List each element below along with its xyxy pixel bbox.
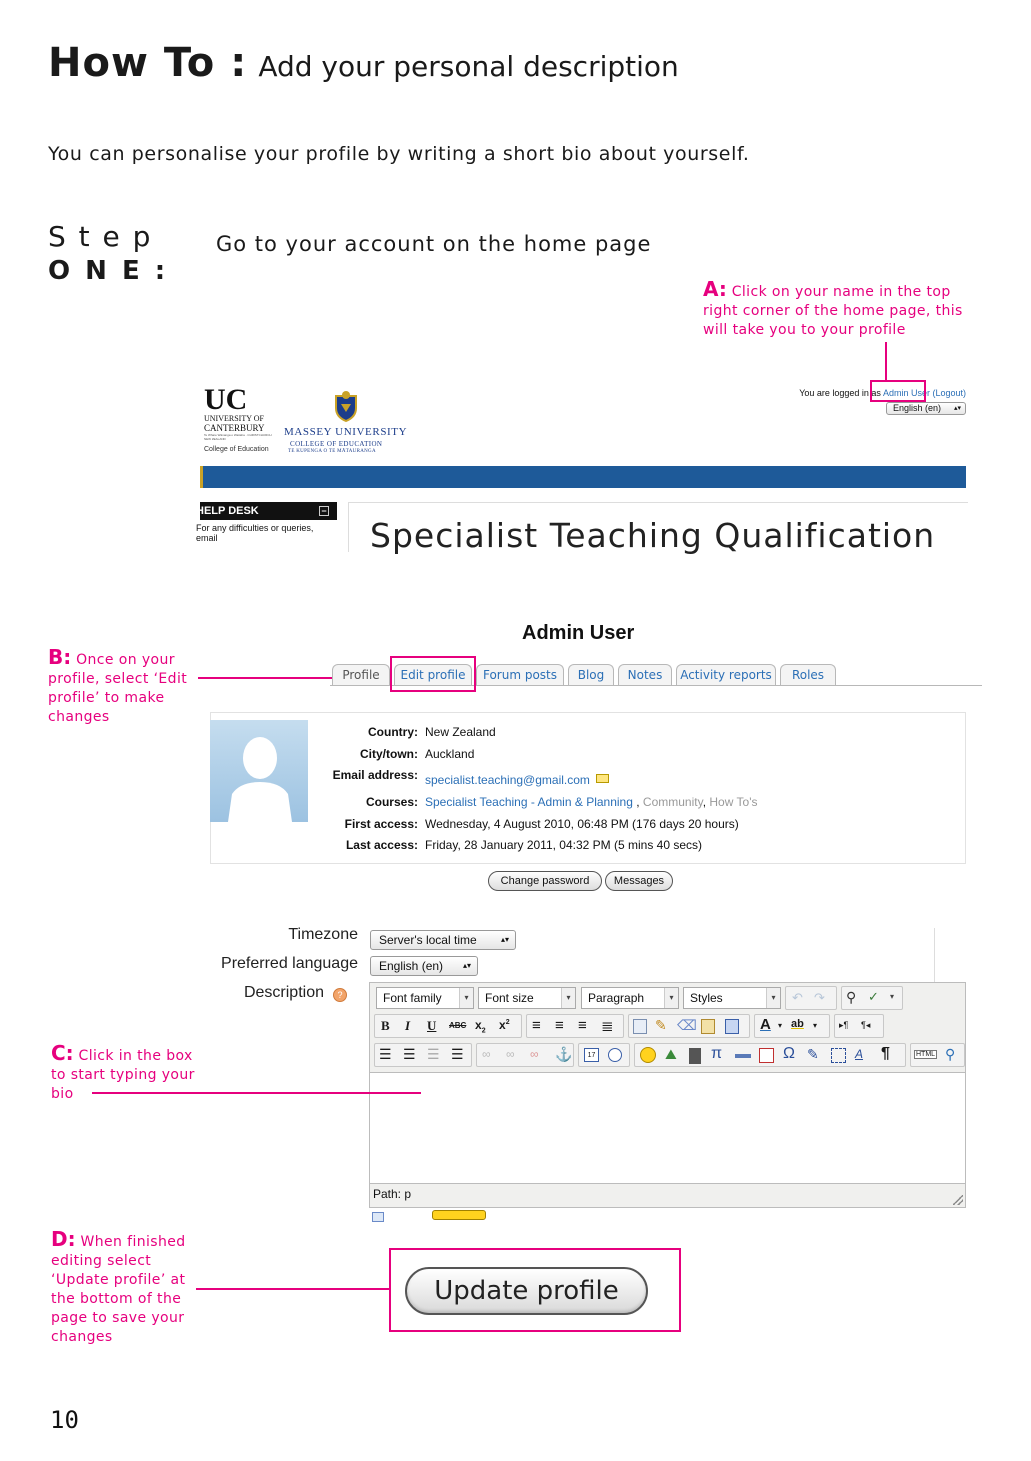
step-label-top: S t e p: [48, 220, 153, 253]
tab-notes[interactable]: Notes: [618, 664, 672, 686]
strikethrough-icon[interactable]: ABC: [449, 1021, 467, 1030]
bold-icon[interactable]: B: [381, 1018, 390, 1033]
tab-forum-posts[interactable]: Forum posts: [476, 664, 564, 686]
city-label: City/town:: [360, 747, 418, 761]
list-group: [374, 1043, 472, 1067]
tab-activity-reports[interactable]: Activity reports: [676, 664, 776, 686]
massey-college: COLLEGE OF EDUCATION: [290, 440, 383, 448]
styles-value: Styles: [690, 991, 723, 1005]
first-access-label: First access:: [344, 817, 418, 831]
direction-group: [834, 1014, 884, 1038]
course-link-how-tos[interactable]: How To's: [709, 795, 758, 809]
html-source-icon[interactable]: HTML: [916, 1051, 936, 1058]
resize-handle-icon[interactable]: [953, 1195, 963, 1205]
dropdown-arrow-icon[interactable]: ▾: [778, 1021, 783, 1030]
cut-off-button[interactable]: [432, 1210, 486, 1220]
logout-link[interactable]: (Logout): [932, 388, 966, 398]
anchor-icon[interactable]: ⚓: [555, 1046, 573, 1062]
preferred-language-select[interactable]: [370, 956, 478, 976]
uc-name-line1: UNIVERSITY OF: [204, 414, 264, 423]
site-title-clip: [370, 516, 970, 555]
preview-icon[interactable]: ⚲: [945, 1046, 956, 1062]
cut-off-controls: [372, 1210, 488, 1220]
timezone-select[interactable]: [370, 930, 516, 950]
horizontal-rule-icon[interactable]: [735, 1054, 751, 1058]
note-a-text: Click on your name in the top right corner of the home page, this will take you to your profile: [703, 284, 963, 338]
first-access-value: Wednesday, 4 August 2010, 06:48 PM (176 days 20 hours): [425, 817, 739, 831]
editor-path: Path: p: [373, 1187, 412, 1201]
note-b: [48, 645, 198, 727]
select-arrows-icon: ▴▾: [462, 961, 471, 970]
country-value: New Zealand: [425, 725, 496, 739]
page-number: 10: [50, 1406, 79, 1434]
email-address-link[interactable]: specialist.teaching@gmail.com: [425, 773, 590, 787]
align-center-icon[interactable]: ≡: [555, 1017, 564, 1034]
html-group: [910, 1043, 965, 1067]
envelope-icon[interactable]: [596, 774, 609, 783]
omega-icon[interactable]: Ω: [783, 1045, 795, 1062]
nonbreaking-icon[interactable]: [759, 1048, 774, 1063]
text-color-icon[interactable]: A: [760, 1016, 771, 1033]
timezone-select-value: Server's local time: [379, 933, 477, 947]
highlight-color-icon[interactable]: ab: [791, 1018, 804, 1030]
dropdown-arrow-icon[interactable]: ▾: [813, 1021, 818, 1030]
underline-icon[interactable]: U: [427, 1018, 437, 1033]
insert-date-icon[interactable]: 17: [584, 1048, 599, 1062]
city-value: Auckland: [425, 747, 475, 761]
helpdesk-text-1: For any difficulties or queries,: [196, 523, 314, 533]
tab-edit-profile[interactable]: Edit profile: [394, 664, 472, 686]
site-title: Specialist Teaching Qualification: [370, 516, 936, 555]
step-label-bottom: O N E :: [48, 256, 169, 286]
uc-logo: [204, 383, 274, 453]
note-c-connector: [92, 1092, 421, 1094]
preferred-language-label: Preferred language: [221, 955, 358, 972]
note-b-letter: B:: [48, 645, 72, 669]
navigation-bar: [200, 466, 966, 488]
insert-group: [634, 1043, 906, 1067]
insert-date-group: [578, 1043, 630, 1067]
dropdown-arrow-icon: ▾: [561, 988, 575, 1008]
massey-name: MASSEY UNIVERSITY: [284, 426, 408, 438]
undo-icon[interactable]: ↶: [792, 990, 803, 1005]
nolink-icon[interactable]: ∞: [530, 1047, 539, 1061]
description-textarea[interactable]: [370, 1072, 965, 1184]
intro-text: You can personalise your profile by writing a short bio about yourself.: [48, 143, 750, 165]
eraser-icon[interactable]: ⌫: [677, 1017, 697, 1033]
pi-icon[interactable]: π: [711, 1045, 723, 1062]
note-a: [703, 277, 983, 340]
numbered-list-icon[interactable]: ☰: [403, 1046, 416, 1062]
edit-icon[interactable]: ✎: [807, 1046, 819, 1062]
font-family-dropdown[interactable]: [376, 987, 474, 1009]
ltr-icon[interactable]: ▸¶: [839, 1020, 849, 1030]
last-access-value: Friday, 28 January 2011, 04:32 PM (5 mins 40 secs): [425, 838, 703, 852]
align-left-icon[interactable]: ≡: [532, 1017, 541, 1034]
note-c-text: Click in the box to start typing your bio: [51, 1048, 195, 1102]
helpdesk-header: [196, 502, 337, 520]
paste-text-icon[interactable]: [633, 1019, 647, 1034]
note-a-connector: [885, 342, 887, 380]
note-d-connector: [196, 1288, 390, 1290]
undo-redo-group: [785, 986, 837, 1010]
styles-dropdown[interactable]: [683, 987, 781, 1009]
align-group: [526, 1014, 624, 1038]
helpdesk-text-2: email: [196, 533, 218, 543]
timezone-label: Timezone: [288, 926, 358, 943]
paragraph-value: Paragraph: [588, 991, 645, 1005]
language-select-value: English (en): [893, 403, 942, 413]
pilcrow-icon[interactable]: ¶: [881, 1045, 890, 1062]
redo-icon[interactable]: ↷: [814, 990, 825, 1005]
indent-icon[interactable]: ☰: [451, 1046, 464, 1062]
uc-college: College of Education: [204, 446, 269, 453]
homepage-screenshot: [196, 380, 970, 555]
content-divider: [348, 502, 349, 552]
color-group: [754, 1014, 830, 1038]
massey-crest-icon: [331, 390, 361, 422]
country-label: Country:: [368, 725, 418, 739]
page-title: Add your personal description: [258, 50, 679, 83]
note-c-letter: C:: [51, 1041, 74, 1065]
superscript-icon[interactable]: $x^2$: [499, 1018, 510, 1032]
spellcheck-icon[interactable]: ✓: [868, 989, 879, 1004]
profile-name: Admin User: [522, 622, 635, 644]
select-arrows-icon: ▴▾: [500, 935, 509, 944]
language-select[interactable]: [886, 402, 966, 415]
course-link-admin-planning[interactable]: Specialist Teaching - Admin & Planning: [425, 795, 633, 809]
insert-time-icon[interactable]: [608, 1048, 622, 1062]
note-d-letter: D:: [51, 1227, 76, 1251]
highlight-admin-user: [870, 380, 926, 402]
bullet-list-icon[interactable]: ☰: [379, 1046, 392, 1062]
checkbox[interactable]: [372, 1212, 384, 1222]
subscript-icon[interactable]: $x_2$: [475, 1018, 486, 1035]
font-size-value: Font size: [485, 991, 534, 1005]
admin-user-link[interactable]: Admin User: [882, 388, 930, 398]
last-access-label: Last access:: [345, 838, 418, 852]
paintbrush-icon[interactable]: ✎: [655, 1017, 667, 1033]
unlink-icon[interactable]: ∞: [506, 1047, 515, 1061]
outdent-icon[interactable]: ☰: [427, 1046, 440, 1062]
font-size-dropdown[interactable]: [478, 987, 576, 1009]
uc-name-line2: CANTERBURY: [204, 423, 265, 433]
change-password-button[interactable]: Change password: [488, 871, 602, 891]
image-icon[interactable]: ⛰: [665, 1046, 677, 1062]
update-profile-button[interactable]: Update profile: [405, 1267, 648, 1315]
course-link-community[interactable]: Community: [642, 795, 703, 809]
helpdesk-title: HELP DESK: [196, 505, 259, 517]
search-replace-icon[interactable]: A: [855, 1047, 864, 1061]
editor-screenshot-clip: [200, 928, 970, 1218]
search-spell-group: [841, 986, 903, 1010]
paste-word-icon[interactable]: [725, 1019, 739, 1034]
note-b-text: Once on your profile, select ‘Edit profile’ to make changes: [48, 652, 188, 725]
align-right-icon[interactable]: ≡: [578, 1017, 587, 1034]
courses-label: Courses:: [365, 795, 418, 809]
vertical-rule: [934, 928, 935, 982]
helpdesk-block: [196, 502, 337, 552]
rich-text-editor: [369, 982, 966, 1208]
italic-icon[interactable]: I: [405, 1018, 411, 1033]
clipboard-group: [628, 1014, 750, 1038]
content-top-border: [348, 502, 968, 503]
uc-logo-mark: UC: [204, 383, 248, 416]
note-d: [51, 1227, 201, 1347]
dropdown-arrow-icon: ▾: [766, 988, 780, 1008]
paste-icon[interactable]: [701, 1019, 715, 1034]
dropdown-arrow-icon[interactable]: ▾: [890, 992, 895, 1001]
tab-blog[interactable]: Blog: [568, 664, 614, 686]
email-label: Email address:: [332, 768, 418, 782]
find-icon[interactable]: ⚲: [846, 989, 857, 1005]
tab-profile[interactable]: Profile: [332, 664, 390, 686]
dropdown-arrow-icon: ▾: [664, 988, 678, 1008]
preferred-language-value: English (en): [379, 959, 444, 973]
dropdown-arrow-icon: ▾: [459, 988, 473, 1008]
note-c: [51, 1041, 211, 1104]
link-group: [476, 1043, 574, 1067]
font-family-value: Font family: [383, 991, 442, 1005]
help-icon[interactable]: ?: [333, 988, 347, 1002]
email-value[interactable]: [425, 773, 609, 787]
emoticon-icon[interactable]: [640, 1047, 656, 1063]
format-group: [374, 1014, 522, 1038]
logged-in-text: You are logged in as: [799, 388, 881, 398]
note-a-letter: A:: [703, 277, 727, 301]
uc-tagline: Te Whare Wānanga o Waitaha · CHRISTCHURCH NEW ZEALAND: [204, 433, 272, 441]
rtl-icon[interactable]: ¶◂: [861, 1020, 871, 1030]
tab-roles[interactable]: Roles: [780, 664, 836, 686]
page-heading: [48, 40, 679, 86]
massey-maori: TE KUPENGA O TE MĀTAURANGA: [288, 449, 376, 454]
paragraph-dropdown[interactable]: [581, 987, 679, 1009]
link-icon[interactable]: ∞: [482, 1047, 491, 1061]
highlight-edit-profile: [390, 656, 476, 692]
messages-button[interactable]: Messages: [605, 871, 673, 891]
note-d-text: When finished editing select ‘Update profile’ at the bottom of the page to save your changes: [51, 1234, 186, 1345]
description-label: Description: [243, 984, 324, 1001]
media-icon[interactable]: [689, 1048, 701, 1064]
step-text: Go to your account on the home page: [216, 232, 652, 256]
align-justify-icon[interactable]: ≣: [601, 1018, 614, 1035]
select-arrows-icon: ▴▾: [953, 405, 961, 412]
fullscreen-icon[interactable]: [831, 1048, 846, 1063]
courses-value: Specialist Teaching - Admin & Planning , Community, How To's: [425, 795, 758, 809]
collapse-icon[interactable]: −: [319, 506, 329, 516]
how-to-label: How To :: [48, 40, 248, 86]
